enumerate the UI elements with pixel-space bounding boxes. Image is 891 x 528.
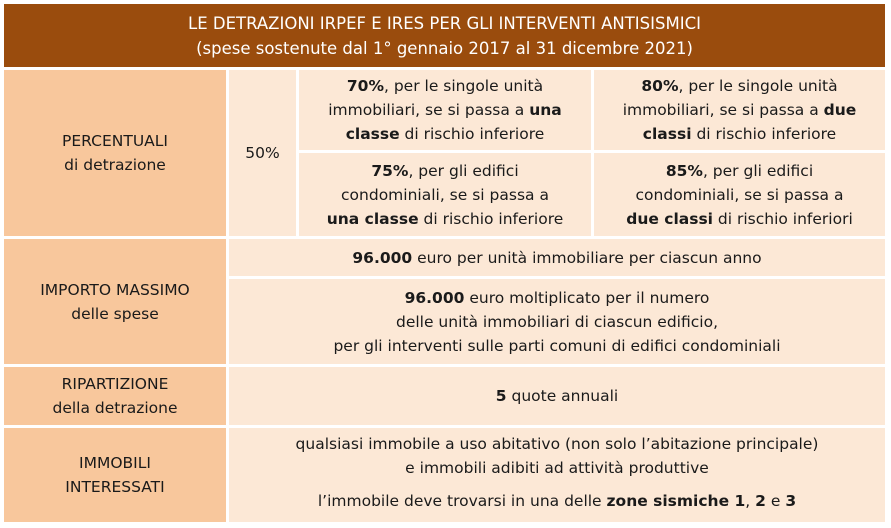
ripartizione-value: 5 quote annuali xyxy=(229,367,885,425)
percentuali-70: 70%, per le singole unità immobiliari, se si passa a una classe di rischio inferiore xyxy=(299,70,591,150)
percentuali-label: PERCENTUALI di detrazione xyxy=(4,70,226,236)
importo-condominiali: 96.000 euro moltiplicato per il numero delle unità immobiliari di ciascun edificio, per gli interventi sulle parti comuni di edifici condominiali xyxy=(229,279,885,364)
table-subtitle: (spese sostenute dal 1° gennaio 2017 al 31 dicembre 2021) xyxy=(196,38,693,58)
table-header xyxy=(4,4,885,67)
percentuali-75: 75%, per gli edifici condominiali, se si passa a una classe di rischio inferiore xyxy=(299,153,591,236)
immobili-label: IMMOBILI INTERESSATI xyxy=(4,428,226,522)
percentuali-base: 50% xyxy=(229,70,296,236)
importo-unita: 96.000 euro per unità immobiliare per ciascun anno xyxy=(229,239,885,276)
importo-label: IMPORTO MASSIMO delle spese xyxy=(4,239,226,364)
table-title: LE DETRAZIONI IRPEF E IRES PER GLI INTERVENTI ANTISISMICI xyxy=(188,13,701,33)
percentuali-80: 80%, per le singole unità immobiliari, se si passa a due classi di rischio inferiore xyxy=(594,70,885,150)
ripartizione-label: RIPARTIZIONE della detrazione xyxy=(4,367,226,425)
percentuali-85: 85%, per gli edifici condominiali, se si passa a due classi di rischio inferiori xyxy=(594,153,885,236)
immobili-value: qualsiasi immobile a uso abitativo (non solo l’abitazione principale) e immobili adibiti ad attività produttive l’immobile deve trovarsi in una delle zone sismiche 1, 2 e 3 xyxy=(229,428,885,522)
